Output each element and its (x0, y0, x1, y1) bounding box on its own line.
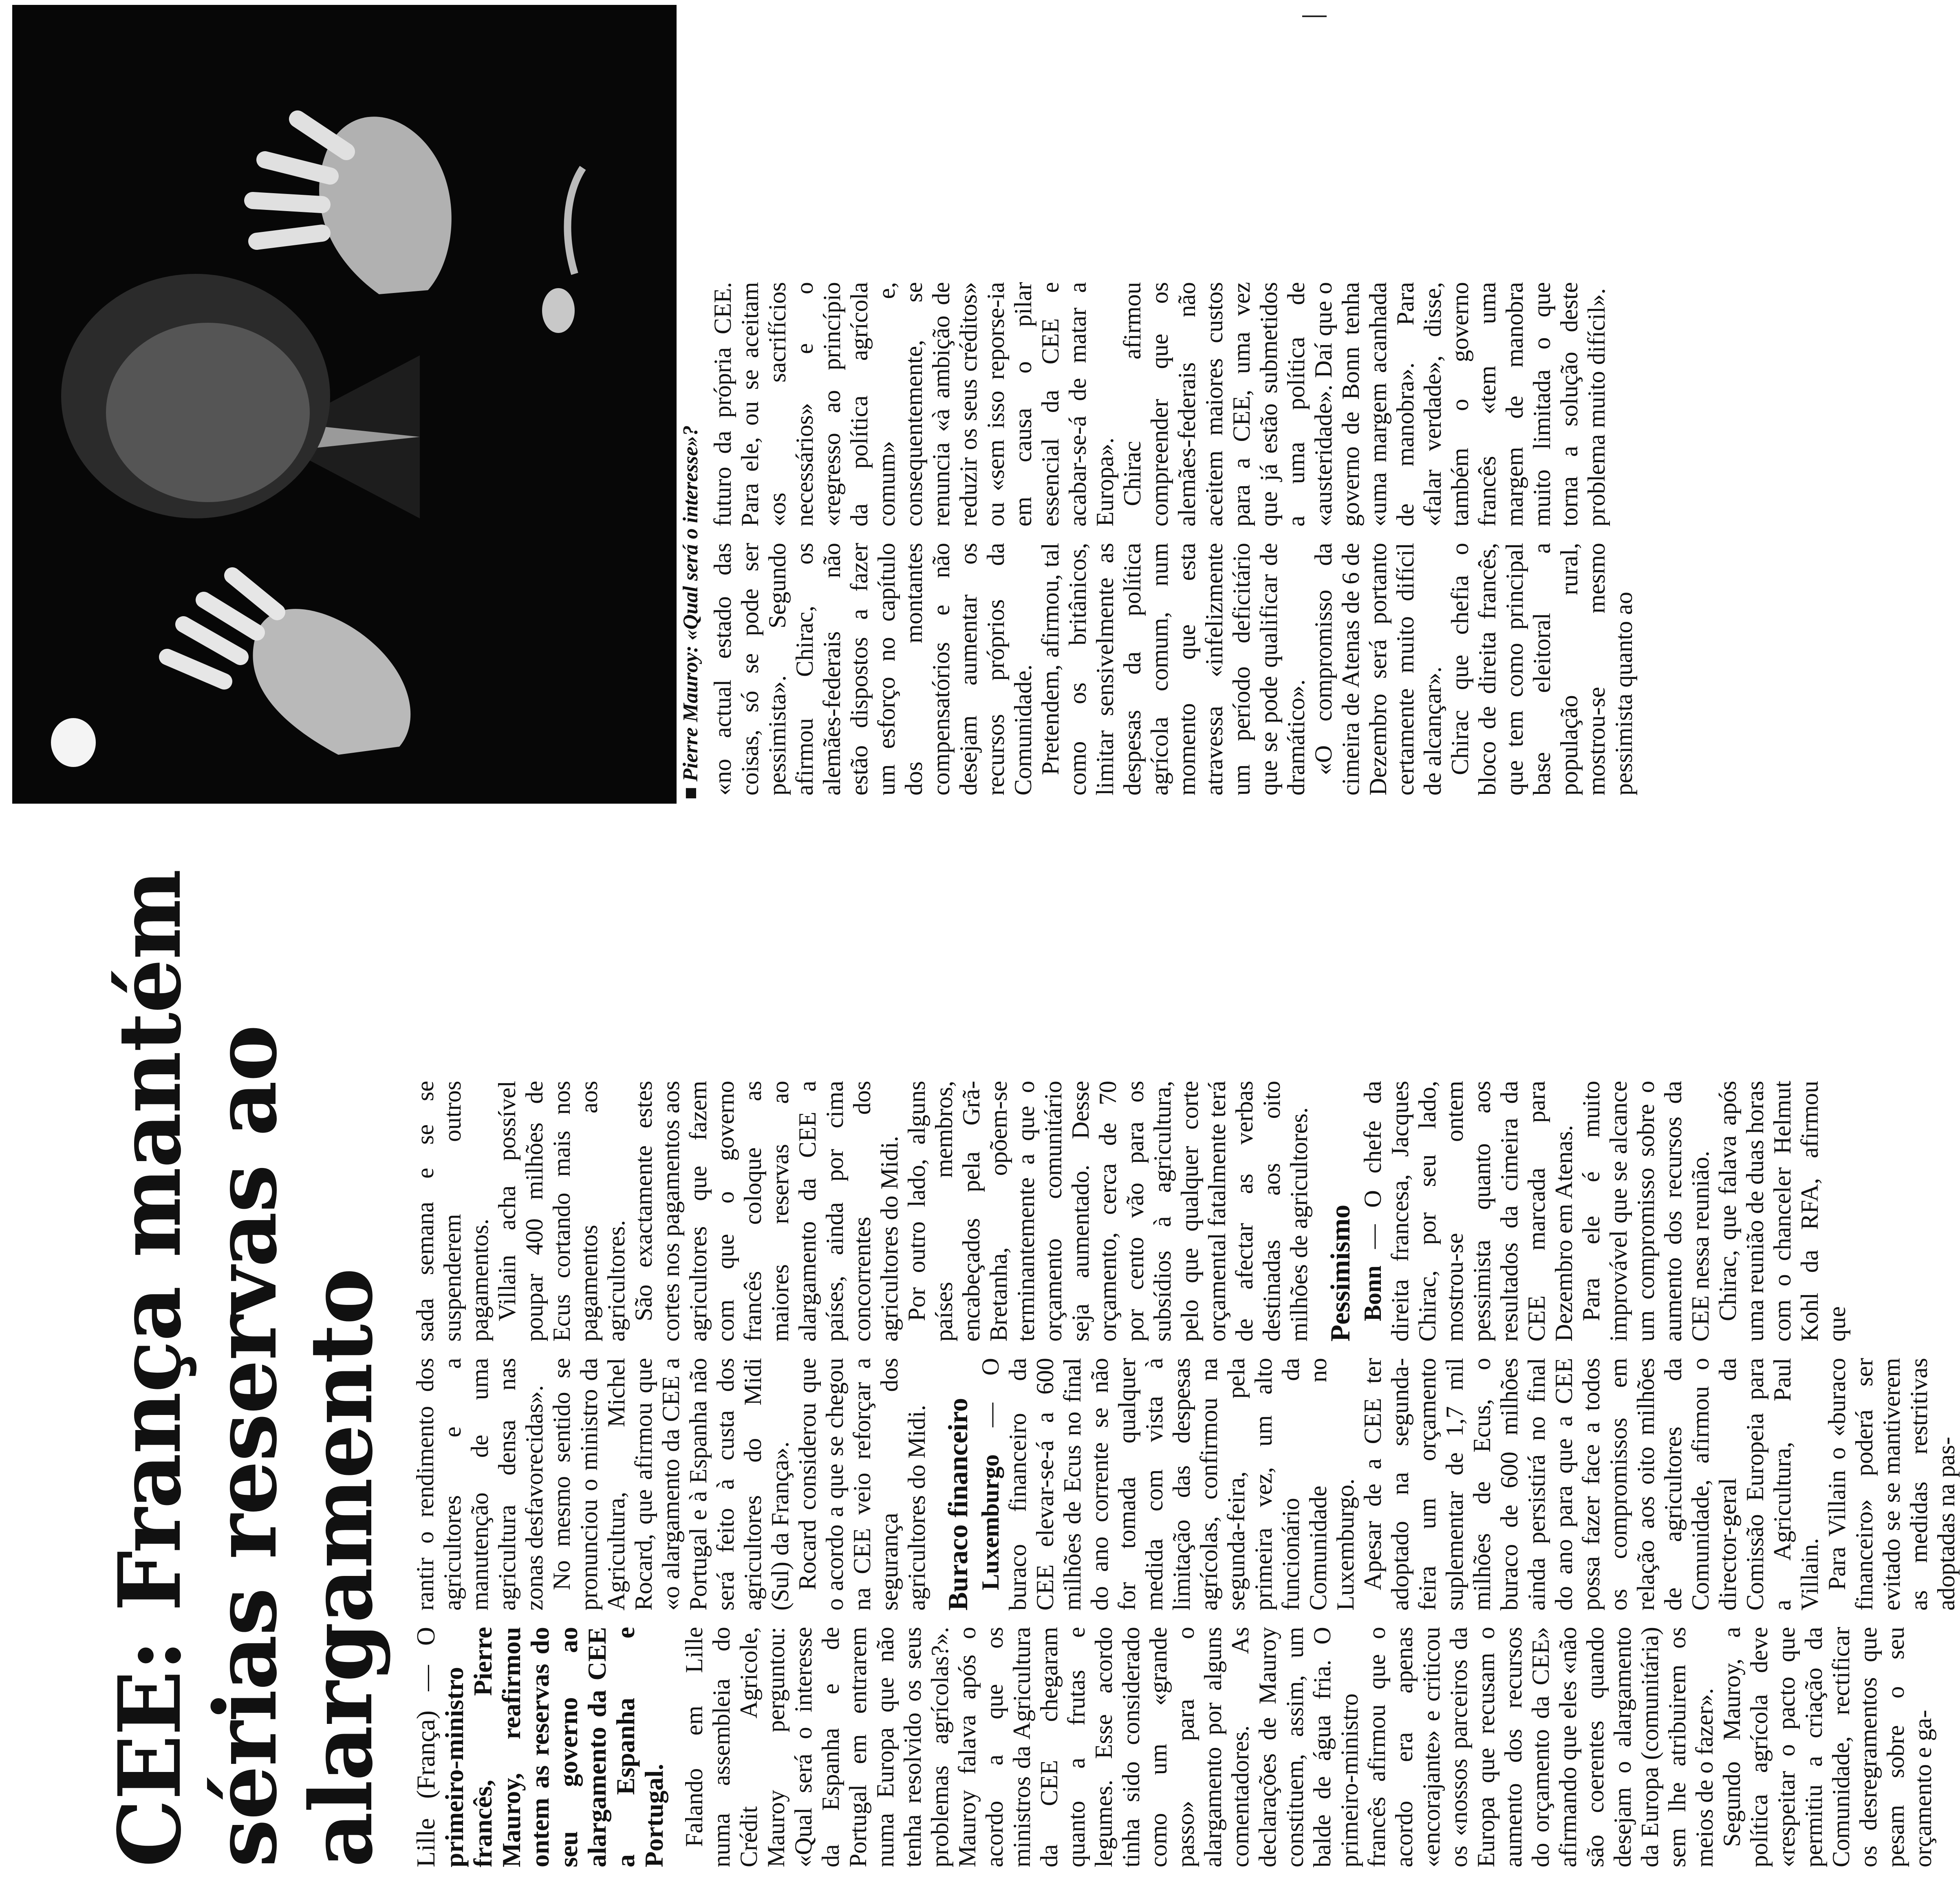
body-paragraph: Chirac que chefia o bloco de direita francês, que tem como principal base eleitoral a população rural, mostrou-se mesmo pessimista quanto ao (1446, 543, 1637, 796)
subheading-buraco-financeiro: Buraco financeiro (942, 1398, 973, 1611)
body-text: — O buraco financeiro da CEE elevar-se-á a 600 milhões de Ecus no final do ano corrente se não for tomada qualquer medida com vista à limitação das despesas agrícolas, confirmou na segunda-feira, pela primeira vez, um alto funcionário da Comunidade no Luxemburgo. (977, 1358, 1359, 1611)
caption-marker-icon: ■ (679, 787, 702, 800)
body-paragraph: Segundo Mauroy, a política agrícola deve «respeitar o pacto que permitiu a criação da Comunidade, rectificar os desregramentos que pesam sobre o seu orçamento e ga- (1718, 1627, 1936, 1867)
lead-paragraph (412, 1627, 668, 1867)
dateline: Luxemburgo (977, 1454, 1004, 1590)
body-paragraph: rantir o rendimento dos agricultores e a manutenção de uma agricultura densa nas zonas desfavorecidas». (412, 1358, 548, 1611)
photo-caption (679, 9, 703, 800)
body-paragraph: São exactamente estes cortes nos pagamentos aos agricultores que fazem com que o governo francês coloque as maiores reservas ao alargamento da CEE a países, ainda por cima concorrentes dos agricultores do Midi. (630, 1081, 903, 1342)
body-paragraph: sada semana e se se suspenderem outros pagamentos. (412, 1081, 493, 1342)
photo-pierre-mauroy (12, 5, 677, 804)
dateline: Bonn (1359, 1265, 1386, 1321)
body-paragraph (977, 1358, 1359, 1611)
caption-text: Pierre Mauroy: «Qual será o interesse»? (679, 425, 702, 782)
photo-silhouette-icon (12, 5, 677, 804)
body-paragraph: Para Villain o «buraco financeiro» poderá ser evitado se se mantiverem as medidas restritivas adoptadas na pas- (1823, 1358, 1960, 1611)
body-paragraph: Falando em Lille numa assembleia do Crédit Agricole, Mauroy perguntou: «Qual será o interesse da Espanha e de Portugal em entrarem numa Europa que não tenha resolvido os seus problemas agrícolas?». Mauroy falava após o acordo a que os ministros da Agricultura da CEE chegaram quanto a frutas e legumes. Esse acordo tinha sido considerado como um «grande passo» para o alargamento por alguns comentadores. As declarações de Mauroy constituem, assim, um balde de água fria. O primeiro-ministro francês afirmou que o acordo era apenas «encorajante» e criticou os «nossos parceiros da Europa que recusam o aumento dos recursos do orçamento da CEE» afirmando que eles «não são coerentes quando desejam o alargamento da Europa (comunitária) sem lhe atribuirem os meios de o fazer». (681, 1627, 1718, 1867)
body-paragraph: Apesar de a CEE ter adoptado na segunda-feira um orçamento suplementar de 1,7 mil milhões de Ecus, o buraco de 600 milhões ainda persistirá no final do ano para que a CEE possa fazer face a todos os compromissos em relação aos oito milhões de agricultores da Comunidade, afirmou o director-geral da Comissão Europeia para a Agricultura, Paul Villain. (1359, 1358, 1823, 1611)
body-paragraph: Chirac afirmou compreender que os alemães-federais não aceitem maiores custos para a CEE, uma vez que já estão submetidos a uma política de «austeridade». Daí que o governo de Bonn tenha «uma margem acanhada de manobra». Para «falar verdade», disse, também o governo francês «tem uma margem de manobra muito limitada o que torna a solução deste problema muito difícil». (1119, 282, 1610, 527)
article-column-5 (709, 282, 1610, 527)
body-paragraph: Para ele é muito improvável que se alcance um compromisso sobre o aumento dos recursos da CEE nessa reunião. (1578, 1081, 1714, 1342)
lead-place: Lille (França) — O (411, 1627, 440, 1867)
body-paragraph: No mesmo sentido se pronunciou o ministro da Agricultura, Michel Rocard, que afirmou que «o alargamento da CEE a Portugal e à Espanha não será feito à custa dos agricultores do Midi (Sul) da França». (548, 1358, 794, 1611)
lead-text: primeiro-ministro francês, Pierre Mauroy, reafirmou ontem as reservas do seu governo ao alargamento da CEE a Espanha e Portugal. (440, 1627, 668, 1867)
article-column-4 (709, 543, 1637, 796)
body-paragraph: futuro da própria CEE. Para ele, ou se aceitam «os sacrifícios necessários» e o «regresso ao princípio da política agrícola comum» e, consequentemente, se renuncia «à ambição de reduzir os seus créditos» ou «sem isso reporse-ia em causa o pilar essencial da CEE e acabar-se-á de matar a Europa». (709, 282, 1118, 527)
column-rule (1302, 15, 1327, 17)
body-paragraph: Pretendem, afirmou, tal como os britânicos, limitar sensivelmente as despesas da política agrícola comum, num momento que esta atravessa «infelizmente um período deficitário que se pode qualificar de dramático». (1037, 543, 1310, 796)
body-paragraph: Rocard considerou que o acordo a que se chegou na CEE veio reforçar a segurança dos agricultores do Midi. (794, 1358, 930, 1611)
body-paragraph: Por outro lado, alguns países membros, encabeçados pela Grã-Bretanha, opõem-se terminantemente a que o orçamento comunitário seja aumentado. Desse orçamento, cerca de 70 por cento vão para os subsídios à agricultura, pelo que qualquer corte orçamental fatalmente terá de afectar as verbas destinadas aos oito milhões de agricultores. (903, 1081, 1312, 1342)
body-paragraph: Chirac, que falava após uma reunião de duas horas com o chanceler Helmut Kohl da RFA, afirmou que (1714, 1081, 1850, 1342)
body-text: — O chefe da direita francesa, Jacques Chirac, por seu lado, mostrou-se ontem pessimista quanto aos resultados da cimeira da CEE marcada para Dezembro em Atenas. (1359, 1080, 1577, 1342)
body-paragraph: «no actual estado das coisas, só se pode ser pessimista». Segundo afirmou Chirac, os alemães-federais não estão dispostos a fazer um esforço no capítulo dos montantes compensatórios e não desejam aumentar os recursos próprios da Comunidade. (709, 543, 1036, 796)
article-column-2 (412, 1358, 1960, 1611)
body-paragraph (1359, 1081, 1578, 1342)
body-paragraph: Villain acha possível poupar 400 milhões de Ecus cortando mais nos pagamentos aos agricultores. (494, 1081, 630, 1342)
body-paragraph: «O compromisso da cimeira de Atenas de 6 de Dezembro será portanto certamente muito difícil de alcançar». (1310, 543, 1446, 796)
headline: CEE: França mantém sérias reservas ao alargamento (99, 870, 392, 1867)
article-column-1 (411, 1627, 1936, 1867)
article-column-3 (412, 1080, 1850, 1342)
subheading-pessimismo: Pessimismo (1325, 1204, 1356, 1342)
